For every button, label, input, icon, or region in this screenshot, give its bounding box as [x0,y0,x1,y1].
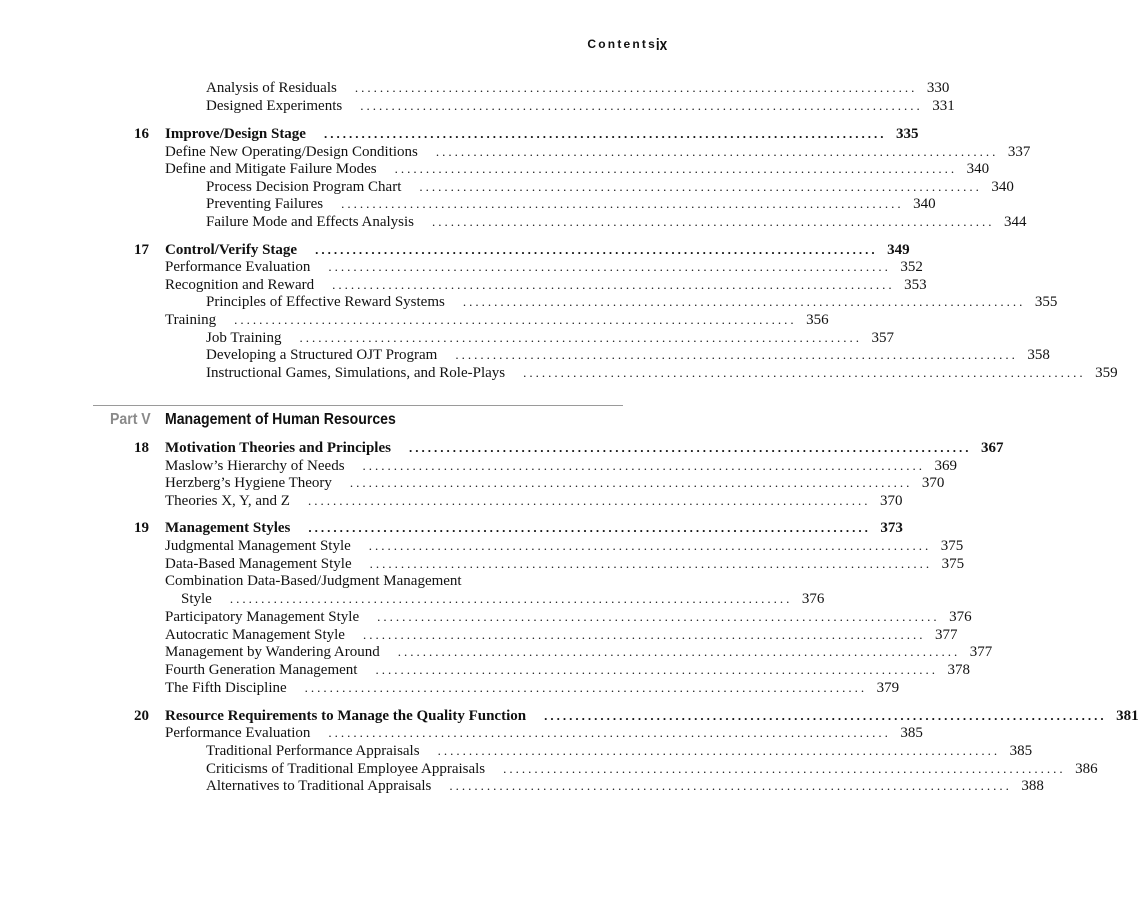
toc-entry-page: 379 [876,680,900,696]
leader-dots: .......................................................................................... [523,365,1086,380]
part-label: Part V [110,411,151,428]
toc-entry[interactable] [206,293,1058,311]
toc-entry-title: Instructional Games, Simulations, and Role-Plays [206,365,506,381]
toc-entry-page: 375 [941,556,965,572]
toc-entry-title: Traditional Performance Appraisals [206,743,420,759]
leader-dots: .......................................................................................... [377,609,940,624]
leader-dots: .......................................................................................... [432,214,995,229]
toc-entry-page: 355 [1034,294,1058,310]
chapter-title: Improve/Design Stage [165,126,306,142]
leader-dots: .......................................................................................... [408,440,972,455]
toc-entry-title: Failure Mode and Effects Analysis [206,214,415,230]
leader-dots: .......................................................................................... [323,126,887,141]
toc-entry-title: Job Training [206,330,282,346]
leader-dots: .......................................................................................... [308,520,871,535]
toc-entry[interactable] [165,143,1031,161]
toc-entry-title: Performance Evaluation [165,725,311,741]
toc-entry[interactable] [165,661,970,679]
toc-entry-page: 385 [1009,743,1033,759]
toc-entry-page: 359 [1095,365,1118,381]
leader-dots: .......................................................................................... [307,493,871,508]
chapter-page: 335 [895,126,919,142]
toc-entry-title: Developing a Structured OJT Program [206,347,438,363]
leader-dots: .......................................................................................... [341,196,904,211]
toc-entry[interactable] [165,474,945,492]
toc-entry-page: 370 [921,475,945,491]
leader-dots: .......................................................................................... [229,591,793,606]
page-number: ix [655,35,667,54]
leader-dots: .......................................................................................... [369,556,933,571]
chapter-page: 349 [887,242,910,258]
chapter-entry[interactable] [165,707,1139,725]
toc-entry[interactable] [165,643,993,661]
chapter-number: 16 [134,126,149,142]
toc-entry[interactable] [206,777,1044,795]
toc-entry-title: Training [165,312,217,328]
toc-entry[interactable] [206,346,1050,364]
toc-entry-title: Criticisms of Traditional Employee Appraisals [206,761,486,777]
leader-dots: .......................................................................................... [299,330,862,345]
part-title[interactable]: Management of Human Resources [165,411,396,428]
toc-entry-title: Performance Evaluation [165,259,311,275]
toc-entry-title: Herzberg’s Hygiene Theory [165,475,332,491]
toc-entry-title-line2: Style [181,591,212,607]
chapter-number: 20 [134,708,149,724]
toc-entry-title-line1[interactable]: Combination Data-Based/Judgment Management [165,573,462,589]
toc-entry-title: Maslow’s Hierarchy of Needs [165,458,345,474]
toc-entry-title: Autocratic Management Style [165,627,345,643]
chapter-title: Management Styles [165,520,291,536]
toc-entry[interactable] [206,178,1014,196]
toc-entry-page: 337 [1007,144,1031,160]
leader-dots: .......................................................................................... [349,475,913,490]
toc-entry[interactable] [206,760,1098,778]
toc-entry[interactable] [165,537,964,555]
leader-dots: .......................................................................................... [234,312,797,327]
toc-entry-page: 330 [926,80,950,96]
leader-dots: .......................................................................................... [304,680,868,695]
toc-entry-title: Preventing Failures [206,196,324,212]
toc-entry-title: Judgmental Management Style [165,538,351,554]
leader-dots: .......................................................................................... [328,259,891,274]
leader-dots: .......................................................................................... [375,662,938,677]
toc-entry[interactable] [165,311,829,329]
toc-entry-page: 340 [913,196,936,212]
toc-entry-title: The Fifth Discipline [165,680,287,696]
toc-entry-title: Process Decision Program Chart [206,179,402,195]
toc-entry-page: 340 [966,161,990,177]
toc-entry-title: Recognition and Reward [165,277,315,293]
toc-entry-page: 385 [900,725,923,741]
toc-entry[interactable] [165,679,900,697]
chapter-entry[interactable] [165,125,919,143]
toc-entry-page: 386 [1075,761,1098,777]
toc-entry[interactable] [165,276,927,294]
chapter-entry[interactable] [165,519,903,537]
toc-entry-page: 388 [1021,778,1044,794]
leader-dots: .......................................................................................... [332,277,895,292]
chapter-title: Resource Requirements to Manage the Quality Function [165,708,527,724]
leader-dots: .......................................................................................... [544,708,1107,723]
toc-entry-page: 352 [900,259,923,275]
toc-entry[interactable] [206,742,1033,760]
toc-entry-page: 376 [949,609,972,625]
toc-entry-title: Principles of Effective Reward Systems [206,294,445,310]
chapter-entry[interactable] [165,439,1004,457]
toc-entry-page: 375 [940,538,964,554]
toc-entry-title: Alternatives to Traditional Appraisals [206,778,432,794]
toc-entry[interactable] [165,457,958,475]
toc-entry-page: 377 [969,644,993,660]
toc-entry-page: 377 [934,627,958,643]
chapter-title: Motivation Theories and Principles [165,440,391,456]
leader-dots: .......................................................................................... [435,144,999,159]
toc-entry[interactable] [206,79,950,97]
toc-entry-page: 358 [1027,347,1050,363]
toc-entry[interactable] [206,213,1027,231]
toc-entry-page: 344 [1004,214,1027,230]
toc-entry[interactable] [181,590,825,608]
leader-dots: .......................................................................................... [360,98,923,113]
chapter-number: 17 [134,242,149,258]
leader-dots: .......................................................................................... [455,347,1018,362]
toc-entry[interactable] [206,195,936,213]
toc-entry-page: 369 [934,458,958,474]
toc-entry[interactable] [165,608,972,626]
toc-entry-title: Data-Based Management Style [165,556,352,572]
toc-entry-title: Theories X, Y, and Z [165,493,290,509]
toc-entry-title: Analysis of Residuals [206,80,337,96]
leader-dots: .......................................................................................... [394,161,958,176]
leader-dots: .......................................................................................... [328,725,891,740]
leader-dots: .......................................................................................... [368,538,932,553]
toc-entry-page: 370 [879,493,903,509]
leader-dots: .......................................................................................... [462,294,1026,309]
toc-entry[interactable] [165,492,903,510]
toc-entry[interactable] [165,258,923,276]
toc-entry[interactable] [206,97,955,115]
toc-entry-page: 357 [871,330,894,346]
toc-entry[interactable] [165,160,990,178]
leader-dots: .......................................................................................... [362,458,926,473]
toc-entry-title: Fourth Generation Management [165,662,358,678]
leader-dots: .......................................................................................... [362,627,926,642]
running-head: Contents [587,37,657,51]
toc-entry-title: Management by Wandering Around [165,644,380,660]
toc-entry-title: Define New Operating/Design Conditions [165,144,418,160]
toc-entry-page: 376 [801,591,825,607]
leader-dots: .......................................................................................... [397,644,961,659]
chapter-page: 381 [1116,708,1139,724]
leader-dots: .......................................................................................... [354,80,918,95]
toc-entry[interactable] [206,364,1118,382]
chapter-entry[interactable] [165,241,910,259]
chapter-page: 367 [980,440,1004,456]
leader-dots: .......................................................................................... [503,761,1066,776]
chapter-page: 373 [880,520,903,536]
leader-dots: .......................................................................................... [419,179,982,194]
leader-dots: .......................................................................................... [437,743,1001,758]
toc-entry[interactable] [165,724,923,742]
toc-entry[interactable] [206,329,894,347]
toc-entry-title: Participatory Management Style [165,609,360,625]
toc-entry-title: Designed Experiments [206,98,343,114]
toc-entry-title: Define and Mitigate Failure Modes [165,161,377,177]
toc-entry-page: 356 [806,312,829,328]
chapter-title: Control/Verify Stage [165,242,298,258]
part-divider [93,405,623,406]
toc-entry[interactable] [165,555,965,573]
toc-entry-page: 378 [947,662,970,678]
leader-dots: .......................................................................................... [315,242,878,257]
toc-entry-page: 340 [991,179,1014,195]
toc-entry-page: 331 [932,98,955,114]
chapter-number: 19 [134,520,149,536]
toc-entry[interactable] [165,626,958,644]
toc-entry-page: 353 [904,277,927,293]
leader-dots: .......................................................................................... [449,778,1012,793]
chapter-number: 18 [134,440,149,456]
